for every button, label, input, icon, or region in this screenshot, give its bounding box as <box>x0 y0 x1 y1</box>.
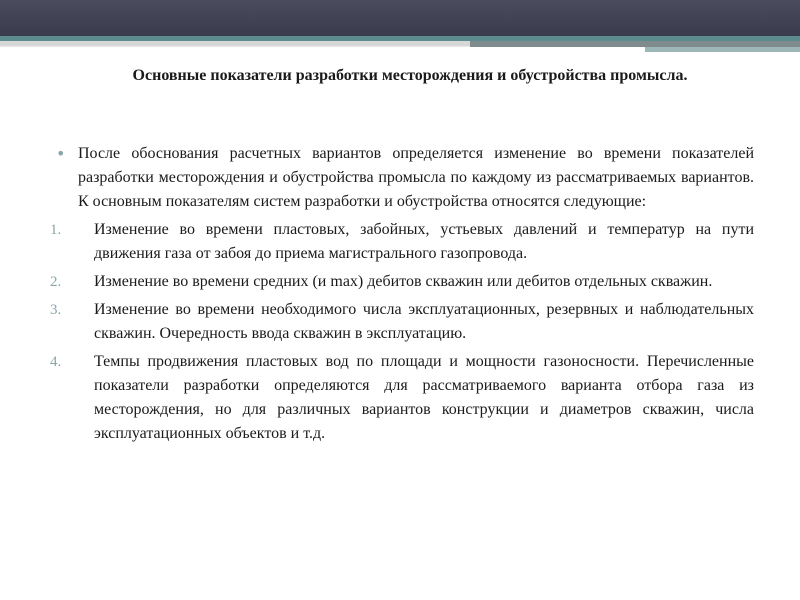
list-item <box>50 298 754 346</box>
list-item-text: Изменение во времени пластовых, забойных, устьевых давлений и температур на пути движения газа от забоя до приема магистрального газопровода. <box>94 221 754 262</box>
list-item-number: 4. <box>50 354 62 370</box>
list-item-text: Изменение во времени необходимого числа эксплуатационных, резервных и наблюдательных скважин. Очередность ввода скважин в эксплуатацию. <box>94 301 754 342</box>
list-item <box>50 270 754 294</box>
header-thin-stripe <box>0 46 470 47</box>
intro-text: После обоснования расчетных вариантов определяется изменение во времени показателей разработки месторождения и обустройства промысла по каждому из рассматриваемых вариантов. К основным показателям систем разработки и обустройства относятся следующие: <box>78 145 754 210</box>
list-item-number: 1. <box>50 222 62 238</box>
list-item <box>50 350 754 446</box>
list-item-number: 2. <box>50 274 62 290</box>
bullet-icon: • <box>56 144 66 163</box>
list-item <box>50 218 754 266</box>
list-item-text: Изменение во времени средних (и max) дебитов скважин или дебитов отдельных скважин. <box>94 273 713 290</box>
slide-body <box>50 142 754 450</box>
list-item-number: 3. <box>50 302 62 318</box>
header-accent-stripe <box>645 47 800 52</box>
list-item-text: Темпы продвижения пластовых вод по площади и мощности газоносности. Перечисленные показатели разработки определяются для рассматриваемого варианта отбора газа из месторождения, но для различных вариантов конструкции и диаметров скважин, числа эксплуатационных объектов и т.д. <box>94 353 754 442</box>
intro-paragraph <box>56 142 754 214</box>
slide-title: Основные показатели разработки месторождения и обустройства промысла. <box>132 67 688 84</box>
header-band <box>0 0 800 36</box>
